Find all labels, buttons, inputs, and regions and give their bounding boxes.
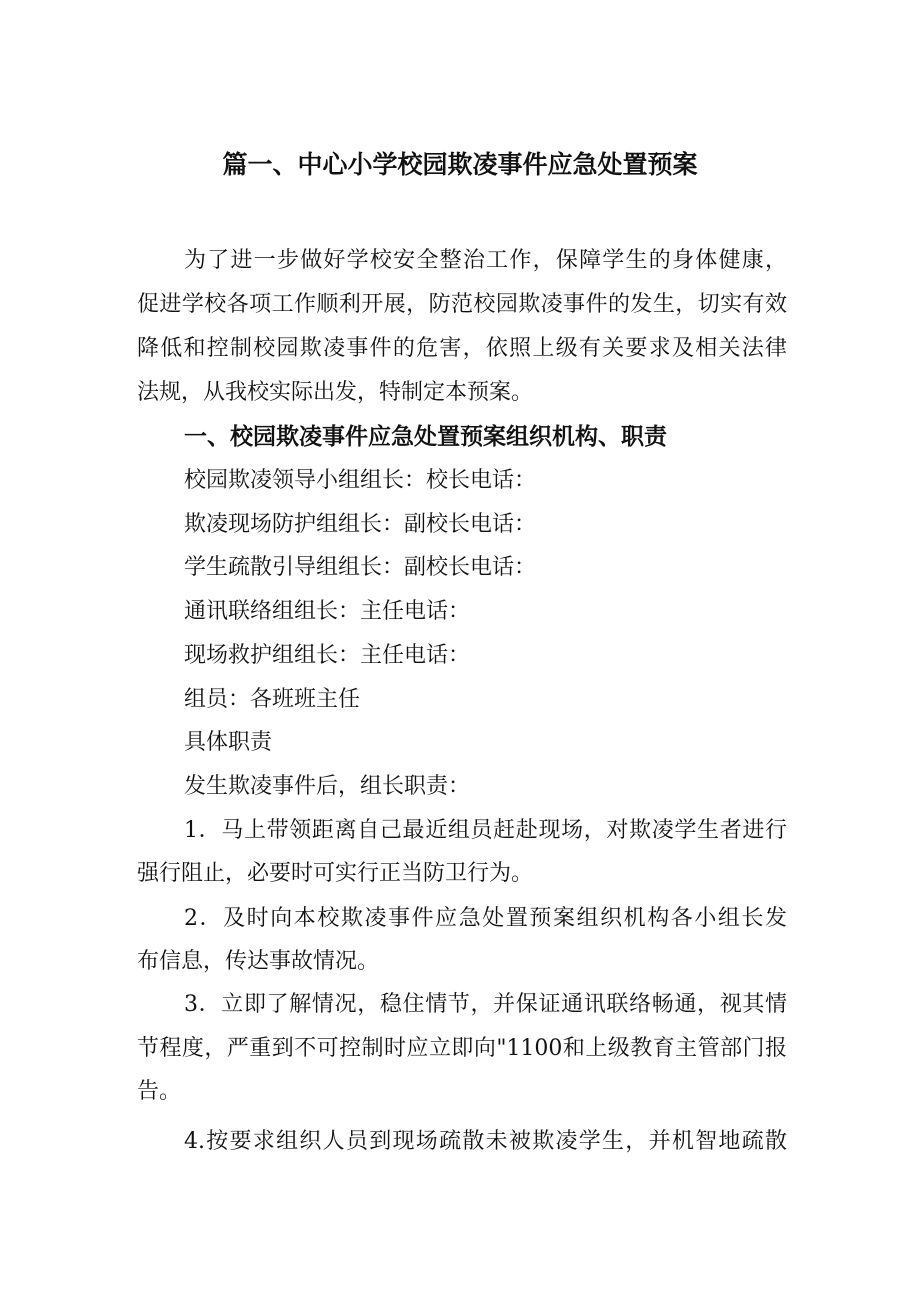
item-1-line-1: 1．马上带领距离自己最近组员赶赴现场，对欺凌学生者进行	[184, 818, 787, 843]
role-line: 学生疏散引导组组长：副校长电话：	[184, 555, 537, 580]
item-3-line-1: 3．立即了解情况，稳住情节，并保证通讯联络畅通，视其情	[184, 992, 787, 1017]
intro-line-4: 法规，从我校实际出发，特制定本预案。	[137, 380, 534, 405]
item-3-line-2: 节程度，严重到不可控制时应立即向"1100和上级教育主管部门报	[137, 1036, 787, 1061]
role-line: 组员：各班班主任	[184, 687, 361, 712]
item-3-line-3: 告。	[137, 1079, 182, 1104]
item-4-line-1: 4.按要求组织人员到现场疏散未被欺凌学生，并机智地疏散	[184, 1129, 787, 1154]
item-1-line-2: 强行阻止，必要时可实行正当防卫行为。	[137, 861, 534, 886]
role-line: 现场救护组组长：主任电话：	[184, 643, 471, 668]
role-line: 欺凌现场防护组组长：副校长电话：	[184, 512, 537, 537]
intro-line-2: 促进学校各项工作顺利开展，防范校园欺凌事件的发生，切实有效	[137, 292, 787, 317]
document-title: 篇一、中心小学校园欺凌事件应急处置预案	[222, 150, 698, 179]
role-line: 通讯联络组组长：主任电话：	[184, 599, 471, 624]
section-heading: 一、校园欺凌事件应急处置预案组织机构、职责	[184, 424, 667, 450]
intro-line-3: 降低和控制校园欺凌事件的危害，依照上级有关要求及相关法律	[137, 336, 787, 361]
item-2-line-1: 2．及时向本校欺凌事件应急处置预案组织机构各小组长发	[184, 906, 787, 931]
role-line: 校园欺凌领导小组组长：校长电话：	[184, 468, 537, 493]
intro-line-1: 为了进一步做好学校安全整治工作，保障学生的身体健康，	[184, 248, 787, 273]
item-2-line-2: 布信息，传达事故情况。	[137, 949, 380, 974]
after-label: 发生欺凌事件后，组长职责：	[184, 774, 471, 799]
duties-label: 具体职责	[184, 730, 273, 755]
